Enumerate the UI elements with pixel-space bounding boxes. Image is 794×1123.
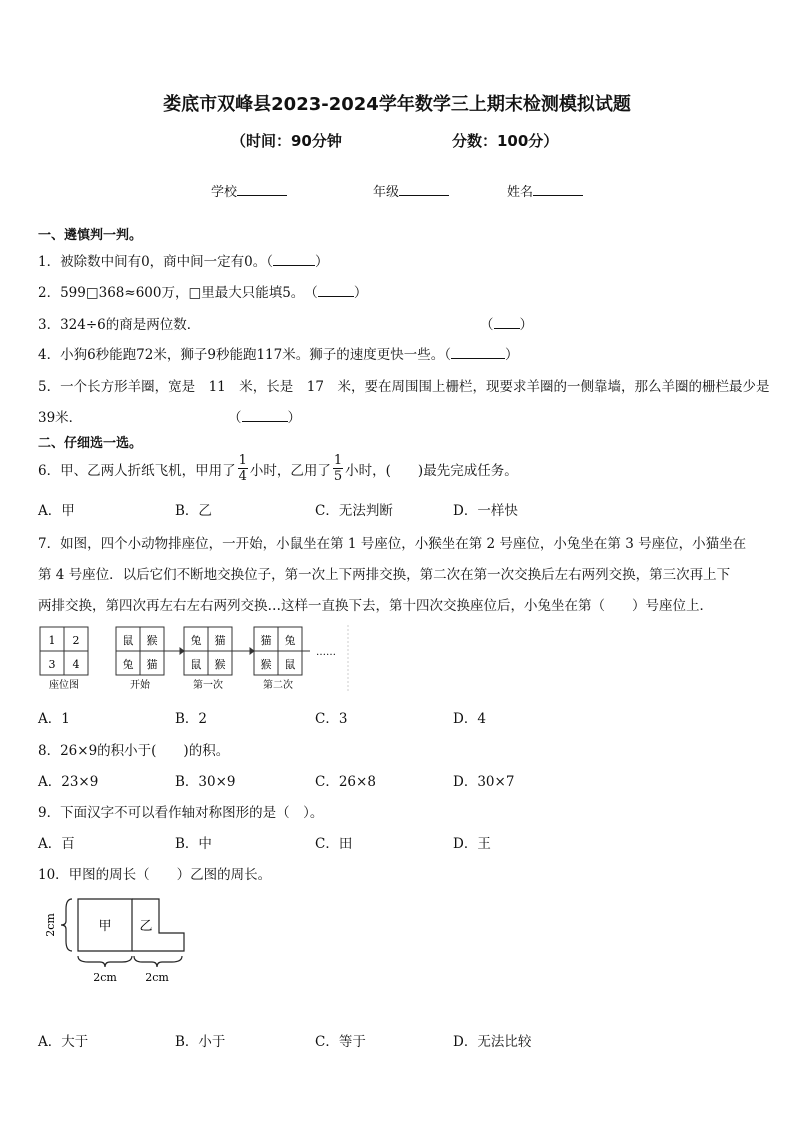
seat-cell: 3 [48,658,56,671]
question-7-line1: 7．如图，四个小动物排座位，一开始，小鼠坐在第 1 号座位，小猴坐在第 2 号座位，小兔坐在第 3 号座位，小猫坐在 [38,536,747,552]
q6-option-c[interactable]: C．无法判断 [315,503,393,519]
q9-option-b[interactable]: B．中 [175,836,212,852]
question-1: 1．被除数中间有0，商中间一定有0。（ ） [38,254,329,270]
start-cell: 猫 [146,658,158,671]
grade-label: 年级 [373,185,400,200]
seat-cell: 2 [72,634,80,647]
question-6: 6．甲、乙两人折纸飞机，甲用了 $\frac{1}{4}$ 小时，乙用了 $\frac{1}{5}$ 小时，( )最先完成任务。 [38,453,518,484]
question-9: 9．下面汉字不可以看作轴对称图形的是（ ）。 [38,805,324,821]
label-yi: 乙 [139,919,153,934]
exam-score: 分数：100分） [452,132,559,150]
label-height: 2cm [44,913,57,937]
q7-option-a[interactable]: A．1 [38,711,70,727]
answer-blank-2[interactable] [318,296,354,297]
exam-time: （时间：90分钟 [231,132,342,150]
q6-option-b[interactable]: B．乙 [175,503,212,519]
label-width-2: 2cm [145,971,169,984]
school-label: 学校 [211,185,238,200]
second-cell: 猫 [260,634,272,647]
second-cell: 猴 [260,658,272,671]
first-cell: 兔 [190,634,202,647]
first-cell: 猫 [214,634,226,647]
name-field[interactable] [507,181,583,200]
question-2: 2．599□368≈600万，□里最大只能填5。 （ ） [38,285,368,301]
question-8: 8．26×9的积小于( )的积。 [38,743,230,759]
q7-option-d[interactable]: D．4 [453,711,486,727]
q10-option-a[interactable]: A．大于 [38,1034,89,1050]
start-cell: 猴 [146,634,158,647]
q6-option-a[interactable]: A．甲 [38,503,75,519]
section-heading-2: 二、仔细选一选。 [38,436,143,451]
first-cell: 鼠 [190,658,202,671]
answer-blank-1[interactable] [273,265,315,266]
answer-blank-5[interactable] [242,421,288,422]
label-jia: 甲 [98,919,112,934]
q9-option-c[interactable]: C．田 [315,836,353,852]
start-cell: 鼠 [122,634,134,647]
fraction-one-fifth: $\frac{1}{5}$ [333,453,343,484]
caption-seat: 座位图 [49,680,79,691]
page-title: 娄底市双峰县2023-2024学年数学三上期末检测模拟试题 [163,94,631,115]
q10-option-b[interactable]: B．小于 [175,1034,226,1050]
question-10: 10．甲图的周长（ ）乙图的周长。 [38,867,272,883]
q10-option-d[interactable]: D．无法比较 [453,1034,532,1050]
continuation-dots: …… [316,647,336,658]
q6-option-d[interactable]: D．一样快 [453,503,518,519]
answer-paren-3: （ ） [480,317,533,333]
q8-option-d[interactable]: D．30×7 [453,774,515,790]
q7-option-b[interactable]: B．2 [175,711,208,727]
section-heading-1: 一、遴慎判一判。 [38,228,143,243]
question-7-line3: 两排交换，第四次再左右左右两列交换…这样一直换下去，第十四次交换座位后，小兔坐在第（ ）号座位上． [38,598,713,614]
seat-cell: 1 [48,634,56,647]
second-cell: 兔 [284,634,296,647]
caption-start: 开始 [130,680,150,691]
brace-bottom-2 [134,956,182,967]
start-cell: 兔 [122,658,134,671]
brace-left [61,899,72,951]
answer-blank-4[interactable] [451,358,505,359]
question-7-line2: 第 4 号座位．以后它们不断地交换位子，第一次上下两排交换，第二次在第一次交换后左右两列交换，第三次再上下 [38,567,731,583]
q8-option-b[interactable]: B．30×9 [175,774,236,790]
question-5-line1: 5．一个长方形羊圈，宽是 11 米，长是 17 米，要在周围围上栅栏，现要求羊圈的一侧靠墙，那么羊圈的栅栏最少是 [38,379,770,395]
answer-paren-5: （ ） [228,410,301,426]
caption-first: 第一次 [193,680,223,691]
q9-option-a[interactable]: A．百 [38,836,75,852]
q8-option-c[interactable]: C．26×8 [315,774,376,790]
answer-blank-3[interactable] [494,328,520,329]
question-4: 4．小狗6秒能跑72米，狮子9秒能跑117米。狮子的速度更快一些。（ ） [38,347,519,363]
name-label: 姓名 [507,185,534,200]
q8-option-a[interactable]: A．23×9 [38,774,99,790]
seat-cell: 4 [72,658,80,671]
fraction-one-quarter: $\frac{1}{4}$ [238,453,247,484]
q9-option-d[interactable]: D．王 [453,836,491,852]
second-cell: 鼠 [284,658,296,671]
arrow-icon [180,648,184,654]
q7-option-c[interactable]: C．3 [315,711,348,727]
arrow-icon [250,648,254,654]
grade-field[interactable] [373,181,449,200]
brace-bottom-1 [78,956,132,967]
q10-option-c[interactable]: C．等于 [315,1034,366,1050]
school-field[interactable] [211,181,287,200]
seating-figure [38,625,358,695]
label-width-1: 2cm [93,971,117,984]
perimeter-figure [38,893,198,993]
first-cell: 猴 [214,658,226,671]
question-3: 3．324÷6的商是两位数． [38,317,201,333]
seat-grid [40,627,88,675]
question-5-line2: 39米． [38,410,83,426]
caption-second: 第二次 [263,680,293,691]
